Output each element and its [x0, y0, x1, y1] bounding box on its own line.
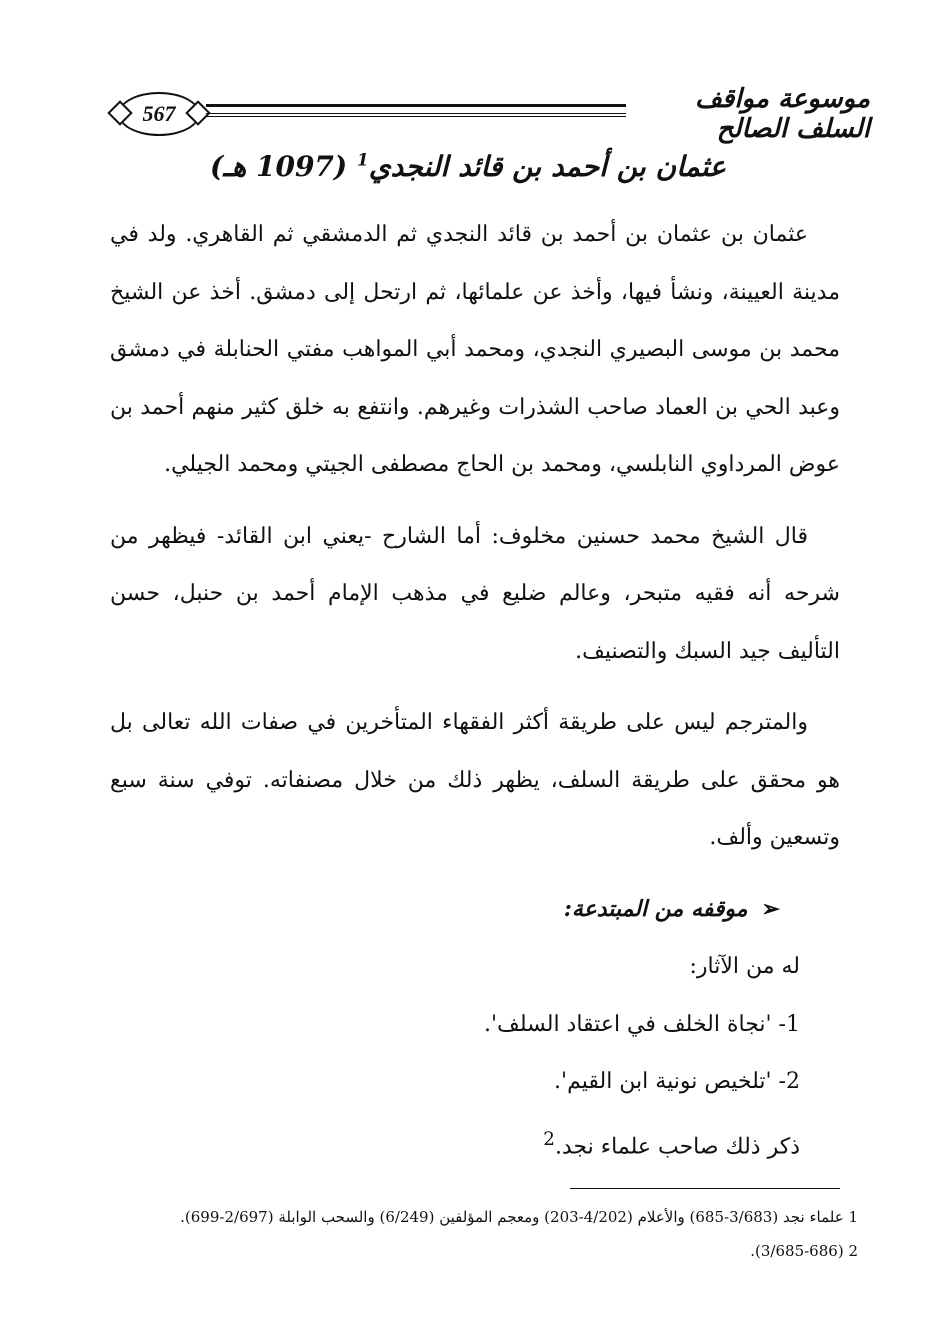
paragraph: عثمان بن عثمان بن أحمد بن قائد النجدي ثم الدمشقي ثم القاهري. ولد في مدينة العيينة، ونشأ فيها، وأخذ عن علمائها، ثم ارتحل إلى دمشق. أخذ عن الشيخ محمد بن موسى البصيري النجدي، ومحمد أبي المواهب مفتي الحنابلة في دمشق وعبد الحي بن العماد صاحب الشذرات وغيرهم. وانتفع به خلق كثير منهم أحمد بن عوض المرداوي النابلسي، ومحمد بن الحاج مصطفى الجيتي ومحمد الجيلي. — [110, 222, 841, 477]
header-rule-thin — [206, 116, 626, 117]
footnote-divider — [570, 1188, 840, 1189]
page-number: 567 — [142, 101, 176, 126]
series-title: موسوعة مواقف السلف الصالح — [694, 84, 870, 144]
page-header — [110, 78, 870, 148]
footnotes — [110, 1200, 858, 1268]
list-item: 2- 'تلخيص نونية ابن القيم'. — [554, 1069, 800, 1094]
paragraph: قال الشيخ محمد حسنين مخلوف: أما الشارح -يعني ابن القائد- فيظهر من شرحه أنه فقيه متبحر، وعالم ضليع في مذهب الإمام أحمد بن حنبل، حسن التأليف جيد السبك والتصنيف. — [110, 523, 840, 664]
list-intro: له من الآثار: — [689, 954, 800, 979]
chapter-title-text: عثمان بن أحمد بن قائد النجدي — [368, 150, 726, 183]
paragraph: والمترجم ليس على طريقة أكثر الفقهاء المتأخرين في صفات الله تعالى بل هو محقق على طريقة السلف، يظهر ذلك من خلال مصنفاته. توفي سنة سبع وتسعين وألف. — [110, 710, 840, 850]
footnote: 1 علماء نجد (3/683-685) والأعلام (4/202-203) ومعجم المؤلفين (6/249) والسحب الوابلة (2/697-699). — [180, 1208, 858, 1226]
footnote: 2 (3/685-686). — [750, 1242, 858, 1260]
list-closing — [110, 1111, 840, 1176]
footnote-ref: 2 — [543, 1128, 555, 1150]
footnote-ref: 1 — [356, 150, 369, 171]
list-closing-text: ذكر ذلك صاحب علماء نجد. — [554, 1133, 800, 1159]
chapter-title — [198, 150, 738, 183]
arrow-bullet-icon: ➢ — [761, 895, 780, 922]
subheading-text: موقفه من المبتدعة: — [563, 895, 748, 922]
list-item: 1- 'نجاة الخلف في اعتقاد السلف'. — [484, 1011, 800, 1037]
body-text — [110, 206, 840, 1175]
chapter-year: (1097 هـ) — [210, 150, 348, 183]
header-rule — [206, 104, 626, 114]
page-number-badge — [118, 92, 200, 136]
subheading — [110, 881, 840, 939]
